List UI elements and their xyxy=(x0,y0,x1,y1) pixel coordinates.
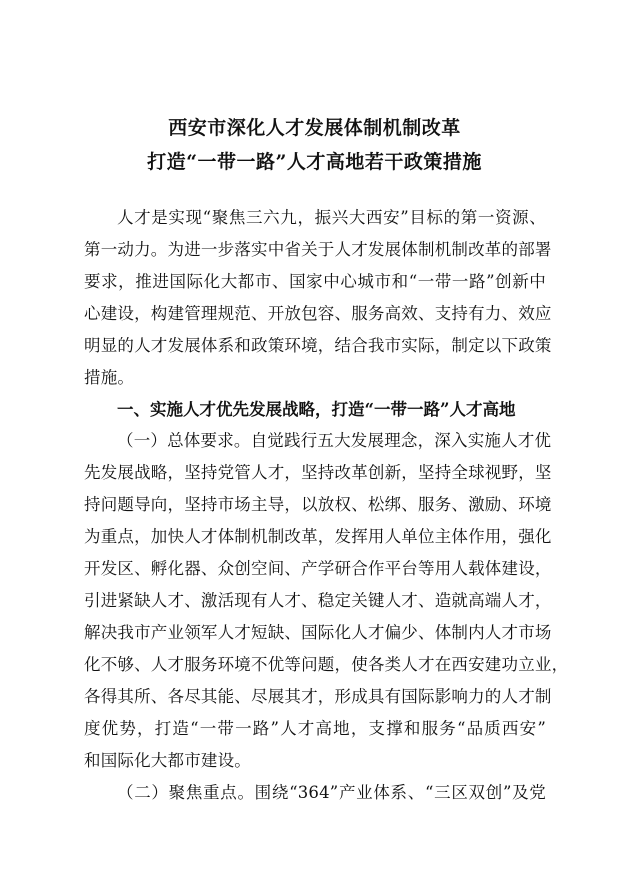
paragraph-line: 度优势，打造“一带一路”人才高地，支撑和服务“品质西安” xyxy=(84,719,546,738)
paragraph-line: 先发展战略，坚持党管人才，坚持改革创新，坚持全球视野，坚 xyxy=(84,463,552,482)
paragraph-line: 持问题导向，坚持市场主导，以放权、松绑、服务、激励、环境 xyxy=(84,495,552,514)
paragraph-line: 和国际化大都市建设。 xyxy=(84,751,251,770)
paragraph-line: 开发区、孵化器、众创空间、产学研合作平台等用人载体建设， xyxy=(84,559,552,578)
paragraph-line: （二）聚焦重点。围绕“364”产业体系、“三区双创”及党 xyxy=(117,783,546,802)
section-1-2-paragraph xyxy=(84,777,546,809)
paragraph-line: 引进紧缺人才、激活现有人才、稳定关键人才、造就高端人才， xyxy=(84,591,552,610)
paragraph-line: （一）总体要求。自觉践行五大发展理念，深入实施人才优 xyxy=(117,431,552,450)
paragraph-line: 明显的人才发展体系和政策环境，结合我市实际，制定以下政策 xyxy=(84,336,552,355)
document-title-line-1: 西安市深化人才发展体制机制改革 xyxy=(168,117,461,139)
section-1-1-paragraph xyxy=(84,425,569,777)
paragraph-line: 化不够、人才服务环境不优等问题，使各类人才在西安建功立业， xyxy=(84,655,569,674)
paragraph-line: 解决我市产业领军人才短缺、国际化人才偏少、体制内人才市场 xyxy=(84,623,552,642)
paragraph-line: 措施。 xyxy=(84,368,135,387)
section-heading-1 xyxy=(84,394,546,426)
paragraph-line: 心建设，构建管理规范、开放包容、服务高效、支持有力、效应 xyxy=(84,304,552,323)
section-heading-text: 一、实施人才优先发展战略，打造“一带一路”人才高地 xyxy=(117,400,516,419)
intro-paragraph xyxy=(84,202,552,394)
paragraph-line: 要求，推进国际化大都市、国家中心城市和“一带一路”创新中 xyxy=(84,272,546,291)
paragraph-line: 各得其所、各尽其能、尽展其才，形成具有国际影响力的人才制 xyxy=(84,687,552,706)
paragraph-line: 人才是实现“聚焦三六九，振兴大西安”目标的第一资源、 xyxy=(117,208,546,227)
paragraph-line: 第一动力。为进一步落实中省关于人才发展体制机制改革的部署 xyxy=(84,240,552,259)
document-title-line-2: 打造“一带一路”人才高地若干政策措施 xyxy=(147,151,482,173)
paragraph-line: 为重点，加快人才体制机制改革，发挥用人单位主体作用，强化 xyxy=(84,527,552,546)
